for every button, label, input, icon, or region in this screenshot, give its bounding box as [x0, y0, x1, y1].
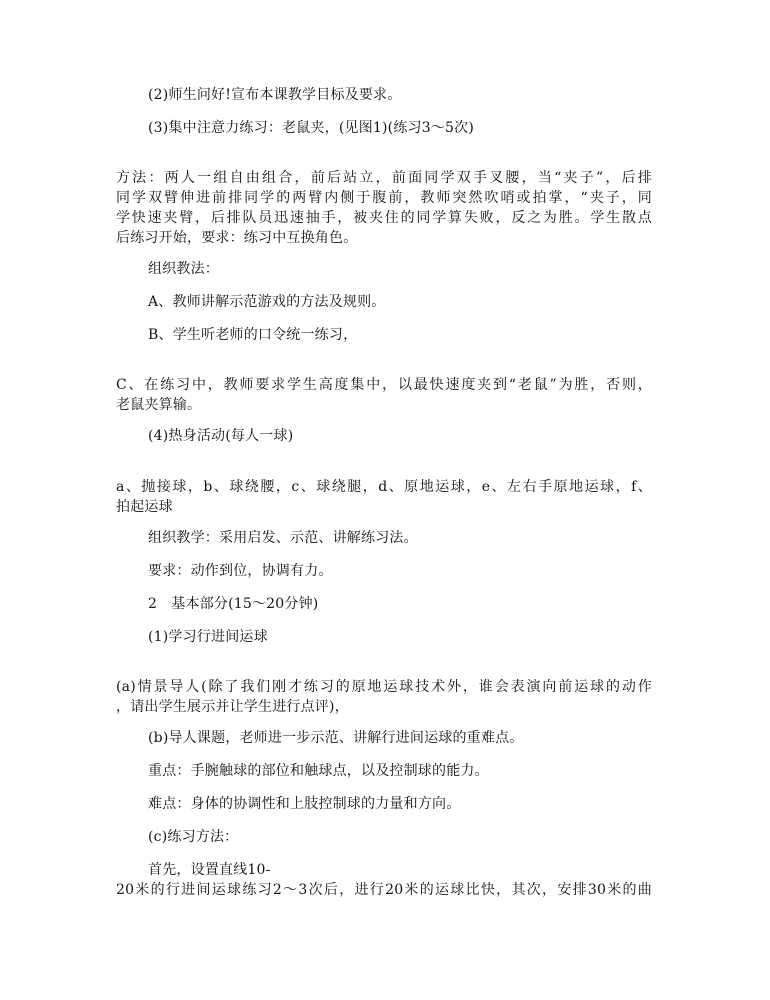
- paragraph-difficult-points: 难点：身体的协调性和上肢控制球的力量和方向。: [148, 796, 461, 812]
- paragraph-key-points: 重点：手腕触球的部位和触球点，以及控制球的能力。: [148, 763, 489, 779]
- paragraph-method-line-4: 后练习开始，要求：练习中互换角色。: [116, 230, 358, 246]
- paragraph-first-step-line-2: 20米的行进间运球练习2～3次后，进行20米的运球比快，其次，安排30米的曲: [116, 882, 652, 898]
- paragraph-warmup-list-line-1: a、抛接球，b、球绕腰，c、球绕腿，d、原地运球，e、左右手原地运球，f、: [116, 479, 652, 495]
- paragraph-practice-method: (c)练习方法：: [148, 829, 239, 845]
- paragraph-warmup-heading: (4)热身活动(每人一球): [148, 428, 294, 444]
- paragraph-item-b: B、学生听老师的口令统一练习，: [148, 327, 358, 343]
- paragraph-scenario-line-2: ，请出学生展示并让学生进行点评)，: [116, 699, 349, 715]
- paragraph-method-line-2: 同学双臂伸进前排同学的两臂内侧于腹前，教师突然吹哨或拍掌，“夹子，同: [116, 190, 652, 206]
- paragraph-organization-method: 组织教法：: [148, 261, 219, 277]
- paragraph-item-a: A、教师讲解示范游戏的方法及规则。: [148, 294, 386, 310]
- paragraph-warmup-list-line-2: 拍起运球: [116, 499, 173, 515]
- paragraph-teaching-organization: 组织教学：采用启发、示范、讲解练习法。: [148, 530, 418, 546]
- paragraph-method-line-1: 方法：两人一组自由组合，前后站立，前面同学双手叉腰，当“夹子”，后排: [116, 170, 652, 186]
- paragraph-scenario-line-1: (a)情景导人(除了我们刚才练习的原地运球技术外，谁会表演向前运球的动作: [116, 679, 652, 695]
- paragraph-greeting: (2)师生问好!宣布本课教学目标及要求。: [148, 87, 402, 103]
- paragraph-method-line-3: 学快速夹臂，后排队员迅速抽手，被夹住的同学算失败，反之为胜。学生散点: [116, 210, 652, 226]
- paragraph-dribbling-heading: (1)学习行进间运球: [148, 629, 268, 645]
- paragraph-item-c-line-1: C、在练习中，教师要求学生高度集中，以最快速度夹到“老鼠”为胜，否则，: [116, 377, 652, 393]
- paragraph-introduction: (b)导人课题，老师进一步示范、讲解行进间运球的重难点。: [148, 730, 524, 746]
- paragraph-first-step-line-1: 首先，设置直线10-: [148, 862, 271, 878]
- paragraph-item-c-line-2: 老鼠夹算输。: [116, 397, 202, 413]
- paragraph-attention-exercise: (3)集中注意力练习：老鼠夹，(见图1)(练习3～5次): [148, 120, 474, 136]
- paragraph-requirements: 要求：动作到位，协调有力。: [148, 563, 333, 579]
- section-heading-basic-part: 2 基本部分(15～20分钟): [148, 596, 319, 612]
